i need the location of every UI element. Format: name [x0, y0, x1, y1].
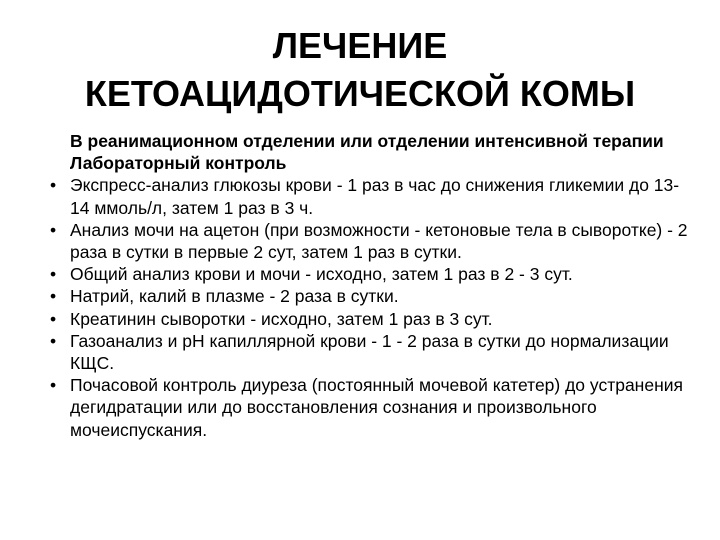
slide-title-line-1: ЛЕЧЕНИЕ: [272, 25, 448, 66]
bullet-icon: •: [50, 330, 57, 351]
list-item: [50, 219, 690, 263]
list-item-text: Анализ мочи на ацетон (при возможности - кетоновые тела в сыворотке) - 2 раза в сутки в первые 2 сут, затем 1 раз в сутки.: [70, 219, 688, 263]
list-item-text: Общий анализ крови и мочи - исходно, затем 1 раз в 2 - 3 сут.: [70, 264, 573, 285]
list-item: [50, 263, 690, 285]
bullet-icon: •: [50, 264, 57, 285]
list-item-text: Экспресс-анализ глюкозы крови - 1 раз в час до снижения гликемии до 13-14 ммоль/л, затем 1 раз в 3 ч.: [70, 175, 680, 218]
list-item: [50, 374, 690, 441]
list-item-text: Почасовой контроль диуреза (постоянный мочевой катетер) до устранения дегидратации или до восстановления сознания и произвольного мочеиспускания.: [70, 375, 683, 440]
bullet-icon: •: [50, 219, 57, 240]
bullet-icon: •: [50, 175, 57, 196]
bullet-icon: •: [50, 286, 57, 307]
list-item-text: Натрий, калий в плазме - 2 раза в сутки.: [70, 286, 399, 307]
list-item-text: Газоанализ и pH капиллярной крови - 1 - 2 раза в сутки до нормализации КЩС.: [70, 330, 669, 374]
bullet-icon: •: [50, 308, 57, 329]
slide-title-line-2: КЕТОАЦИДОТИЧЕСКОЙ КОМЫ: [84, 73, 636, 114]
slide-title: [20, 22, 700, 118]
list-item: [50, 285, 690, 307]
list-item: [50, 308, 690, 330]
bullet-icon: •: [50, 375, 57, 396]
list-item: [50, 174, 690, 218]
intro-text: В реанимационном отделении или отделении интенсивной терапии Лабораторный контроль: [70, 131, 664, 174]
bullet-list: [50, 174, 690, 440]
slide-body: [50, 130, 690, 441]
list-item: [50, 330, 690, 374]
list-item-text: Креатинин сыворотки - исходно, затем 1 раз в 3 сут.: [70, 308, 493, 329]
